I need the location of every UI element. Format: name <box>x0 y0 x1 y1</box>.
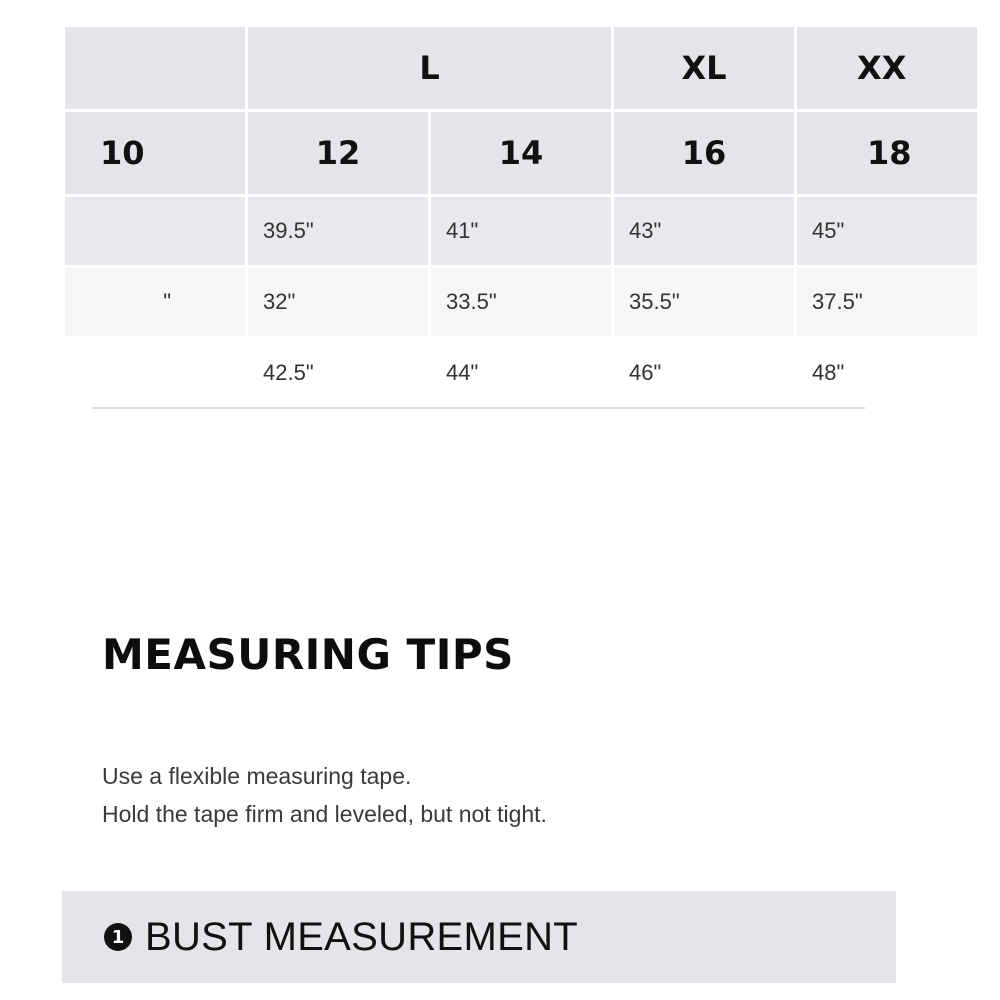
table-cell <box>65 339 245 407</box>
step-number-badge: 1 <box>104 923 132 951</box>
numeric-size-10: 10 <box>65 112 245 194</box>
table-cell: 32" <box>248 268 428 336</box>
size-group-header-row <box>65 27 977 109</box>
section-title: BUST MEASUREMENT <box>145 914 579 959</box>
table-cell: 46" <box>614 339 794 407</box>
measuring-tip: Hold the tape firm and leveled, but not tight. <box>102 801 547 827</box>
numeric-size-16: 16 <box>614 112 794 194</box>
table-cell: 37.5" <box>797 268 977 336</box>
table-row <box>65 197 977 265</box>
numeric-size-14: 14 <box>431 112 611 194</box>
table-cell: 39.5" <box>248 197 428 265</box>
table-row <box>65 339 977 407</box>
numeric-size-12: 12 <box>248 112 428 194</box>
table-cell: 35.5" <box>614 268 794 336</box>
size-group-empty-cell <box>65 27 245 109</box>
size-group-l: L <box>248 27 611 109</box>
table-cell: 42.5" <box>248 339 428 407</box>
table-cell: 41" <box>431 197 611 265</box>
numeric-size-18: 18 <box>797 112 977 194</box>
bust-measurement-section-header[interactable] <box>62 891 896 983</box>
numeric-size-header-row <box>65 112 977 194</box>
size-group-xx: XX <box>797 27 977 109</box>
table-cell: 43" <box>614 197 794 265</box>
size-chart-table <box>62 24 980 410</box>
size-chart-track <box>62 24 980 410</box>
table-cell: 44" <box>431 339 611 407</box>
measuring-tips-list <box>102 757 547 833</box>
table-cell: 33.5" <box>431 268 611 336</box>
table-cell <box>65 197 245 265</box>
table-row <box>65 268 977 336</box>
size-group-xl: XL <box>614 27 794 109</box>
table-cell: 45" <box>797 197 977 265</box>
table-cell: 48" <box>797 339 977 407</box>
size-chart-viewport[interactable] <box>92 24 912 414</box>
table-cell: " <box>65 268 245 336</box>
measuring-tip: Use a flexible measuring tape. <box>102 763 412 789</box>
table-divider <box>92 407 865 409</box>
measuring-tips-heading: MEASURING TIPS <box>102 630 514 679</box>
